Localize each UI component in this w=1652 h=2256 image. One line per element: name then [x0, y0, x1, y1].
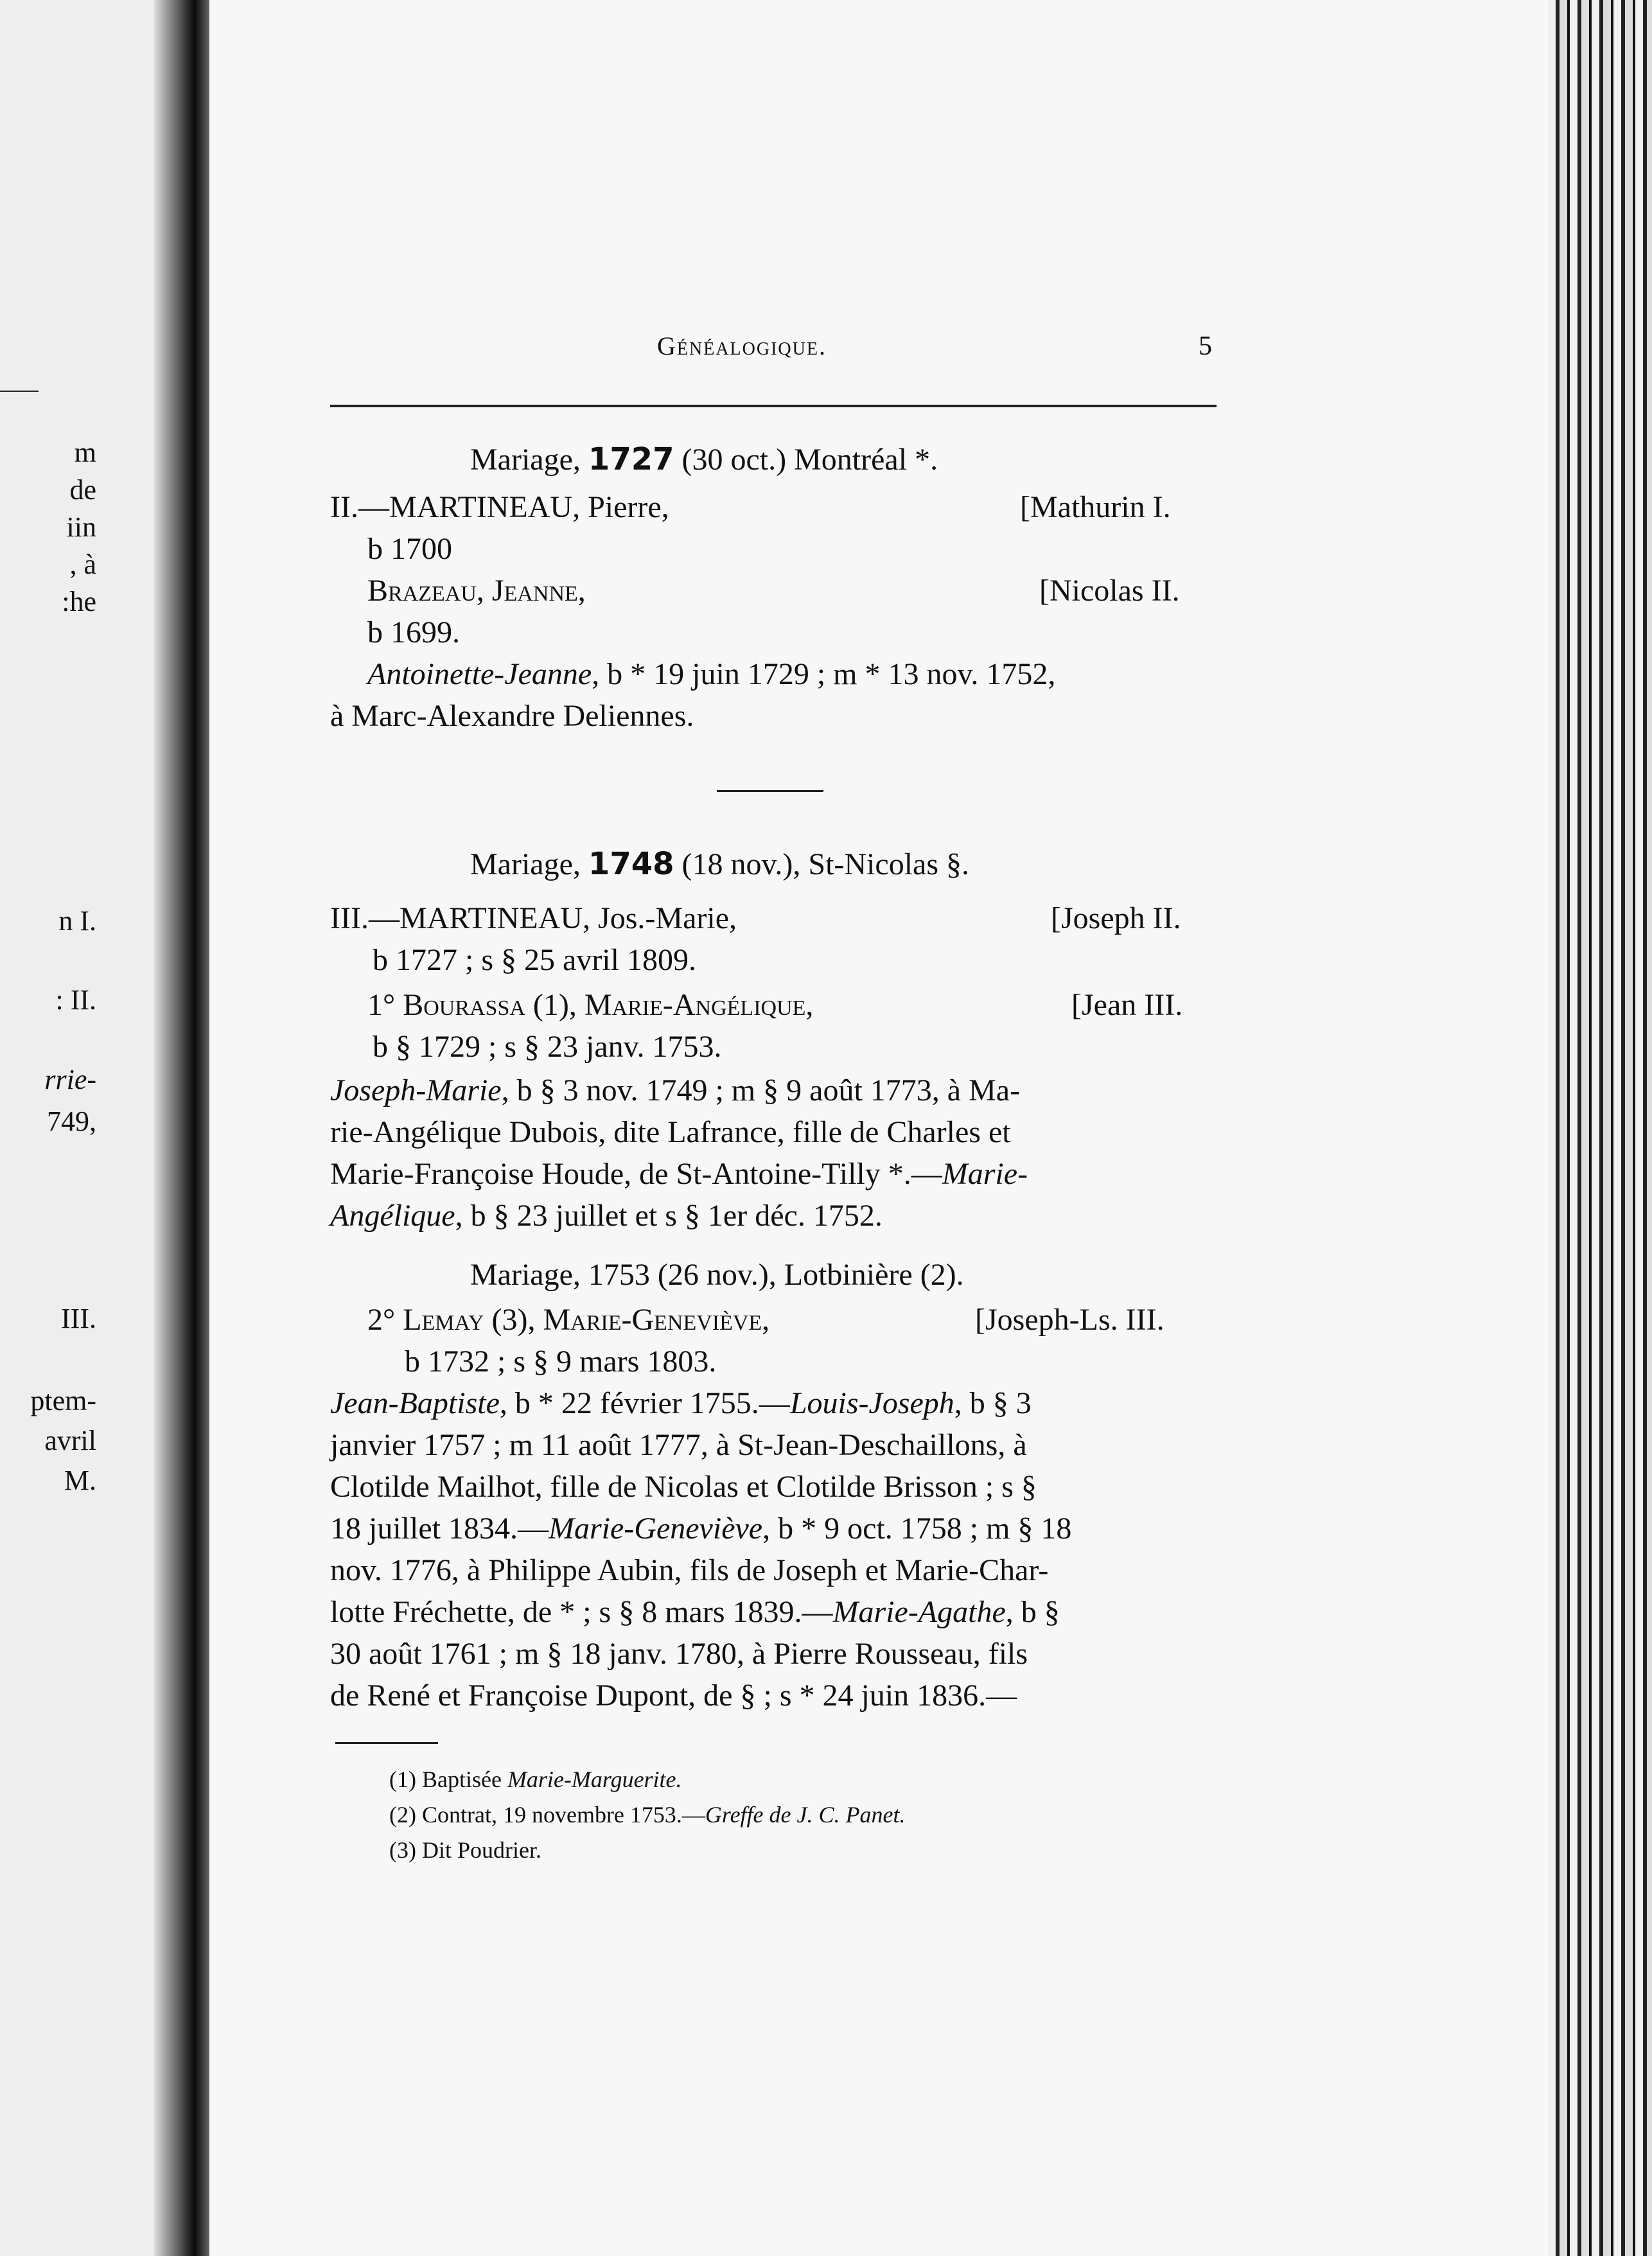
- heading-text: Mariage,: [470, 847, 581, 881]
- child-details: lotte Fréchette, de * ; s § 8 mars 1839.—: [330, 1595, 833, 1629]
- person-line: II.—MARTINEAU, Pierre,: [330, 490, 669, 524]
- heading-text: (30 oct.) Montréal *.: [681, 443, 938, 477]
- child-entry-continued: à Marc-Alexandre Deliennes.: [330, 699, 694, 733]
- child-details: , b § 3: [954, 1386, 1032, 1420]
- child-name: Jean-Baptiste: [330, 1386, 500, 1420]
- child-details: 18 juillet 1834.—: [330, 1511, 549, 1546]
- heading-text: (18 nov.), St-Nicolas §.: [681, 847, 970, 881]
- child-name: Antoinette-Jeanne: [367, 657, 592, 691]
- left-fragment: , à: [69, 549, 96, 580]
- child-name: Louis-Joseph: [789, 1386, 954, 1420]
- child-entry-continued: [330, 1593, 1060, 1632]
- child-name: Joseph-Marie: [330, 1073, 502, 1107]
- father-ref: [Joseph II.: [1051, 901, 1181, 935]
- left-fragment: m: [74, 437, 96, 468]
- footnote-rule: [335, 1742, 438, 1744]
- spouse-name: Bourassa (1), Marie-Angélique,: [403, 988, 814, 1022]
- left-fragment: 749,: [47, 1106, 96, 1137]
- left-fragment: : II.: [55, 984, 96, 1016]
- child-entry-continued: janvier 1757 ; m 11 août 1777, à St-Jean-Deschaillons, à: [330, 1428, 1027, 1462]
- child-entry-continued: 30 août 1761 ; m § 18 janv. 1780, à Pierre Rousseau, fils: [330, 1637, 1028, 1671]
- marriage-number: 1°: [367, 988, 396, 1022]
- person-line: III.—MARTINEAU, Jos.-Marie,: [330, 901, 737, 935]
- child-details: , b § 23 juillet et s § 1er déc. 1752.: [455, 1199, 883, 1233]
- child-details: , b * 22 février 1755.—: [499, 1386, 790, 1420]
- spouse-line: [367, 986, 813, 1025]
- left-fragment: M.: [64, 1465, 96, 1496]
- book-gutter: [154, 0, 212, 2256]
- left-fragment: rrie-: [44, 1064, 96, 1095]
- spouse-line: [367, 1301, 769, 1339]
- heading-text: Mariage,: [470, 443, 581, 477]
- child-entry-continued: [330, 1155, 1028, 1194]
- left-fragment: n I.: [58, 905, 96, 937]
- child-name: Marie-: [942, 1157, 1028, 1191]
- footnote-text: Greffe de J. C. Panet.: [705, 1802, 906, 1828]
- footnote-text: (1) Baptisée: [389, 1767, 507, 1792]
- page-edges: [1548, 0, 1652, 2256]
- child-entry-continued: de René et Françoise Dupont, de § ; s * 24 juin 1836.—: [330, 1679, 1017, 1713]
- left-fragment: iin: [66, 511, 96, 543]
- footnote-1: [389, 1760, 682, 1799]
- footnote-3: (3) Dit Poudrier.: [389, 1837, 541, 1863]
- child-name: Angélique: [330, 1199, 455, 1233]
- child-entry-continued: nov. 1776, à Philippe Aubin, fils de Joseph et Marie-Char-: [330, 1553, 1049, 1587]
- child-details: , b * 9 oct. 1758 ; m § 18: [762, 1511, 1072, 1546]
- section-divider: [717, 790, 823, 792]
- header-rule: [330, 405, 1217, 407]
- father-ref: [Joseph-Ls. III.: [975, 1303, 1164, 1337]
- left-rule: [0, 391, 39, 392]
- footnote-2: [389, 1795, 905, 1834]
- birth-line: b 1732 ; s § 9 mars 1803.: [405, 1344, 717, 1379]
- child-details: , b §: [1005, 1595, 1060, 1629]
- marriage-heading-1727: [470, 440, 938, 479]
- child-entry-continued: [330, 1197, 883, 1235]
- marriage-heading-1748: [470, 845, 969, 884]
- footnote-text: Marie-Marguerite.: [507, 1767, 682, 1792]
- father-ref: [Nicolas II.: [1039, 574, 1180, 608]
- father-ref: [Jean III.: [1071, 988, 1183, 1022]
- spouse-line: Brazeau, Jeanne,: [367, 574, 586, 608]
- father-ref: [Mathurin I.: [1020, 490, 1171, 524]
- marriage-number: 2°: [367, 1303, 396, 1337]
- child-entry-continued: rie-Angélique Dubois, dite Lafrance, fille de Charles et: [330, 1115, 1011, 1149]
- child-name: Marie-Agathe: [832, 1595, 1006, 1629]
- spouse-name: Lemay (3), Marie-Geneviève,: [403, 1303, 770, 1337]
- left-fragment: III.: [61, 1303, 96, 1334]
- left-fragment: de: [69, 474, 96, 506]
- child-entry: [330, 1071, 1020, 1110]
- child-entry: [330, 1384, 1032, 1423]
- left-fragment: :he: [62, 586, 96, 617]
- left-fragment: ptem-: [30, 1385, 96, 1416]
- birth-line: b 1699.: [367, 615, 460, 649]
- running-header: Généalogique.: [657, 331, 827, 360]
- footnote-text: (2) Contrat, 19 novembre 1753.—: [389, 1802, 705, 1828]
- child-entry-continued: Clotilde Mailhot, fille de Nicolas et Clotilde Brisson ; s §: [330, 1470, 1037, 1504]
- child-entry: [367, 655, 1055, 694]
- heading-year: 1727: [588, 441, 674, 477]
- birth-line: b 1700: [367, 532, 452, 566]
- child-details: , b § 3 nov. 1749 ; m § 9 août 1773, à Ma-: [501, 1073, 1021, 1107]
- page-number: 5: [1199, 331, 1212, 361]
- marriage-heading-1753: Mariage, 1753 (26 nov.), Lotbinière (2).: [470, 1258, 964, 1292]
- child-name: Marie-Geneviève: [548, 1511, 763, 1546]
- left-fragment: avril: [44, 1425, 96, 1456]
- heading-year: 1748: [588, 846, 674, 882]
- child-details: Marie-Françoise Houde, de St-Antoine-Tilly *.—: [330, 1157, 942, 1191]
- birth-line: b § 1729 ; s § 23 janv. 1753.: [373, 1030, 722, 1064]
- birth-line: b 1727 ; s § 25 avril 1809.: [373, 943, 696, 977]
- child-entry-continued: [330, 1510, 1071, 1548]
- child-details: , b * 19 juin 1729 ; m * 13 nov. 1752,: [592, 657, 1056, 691]
